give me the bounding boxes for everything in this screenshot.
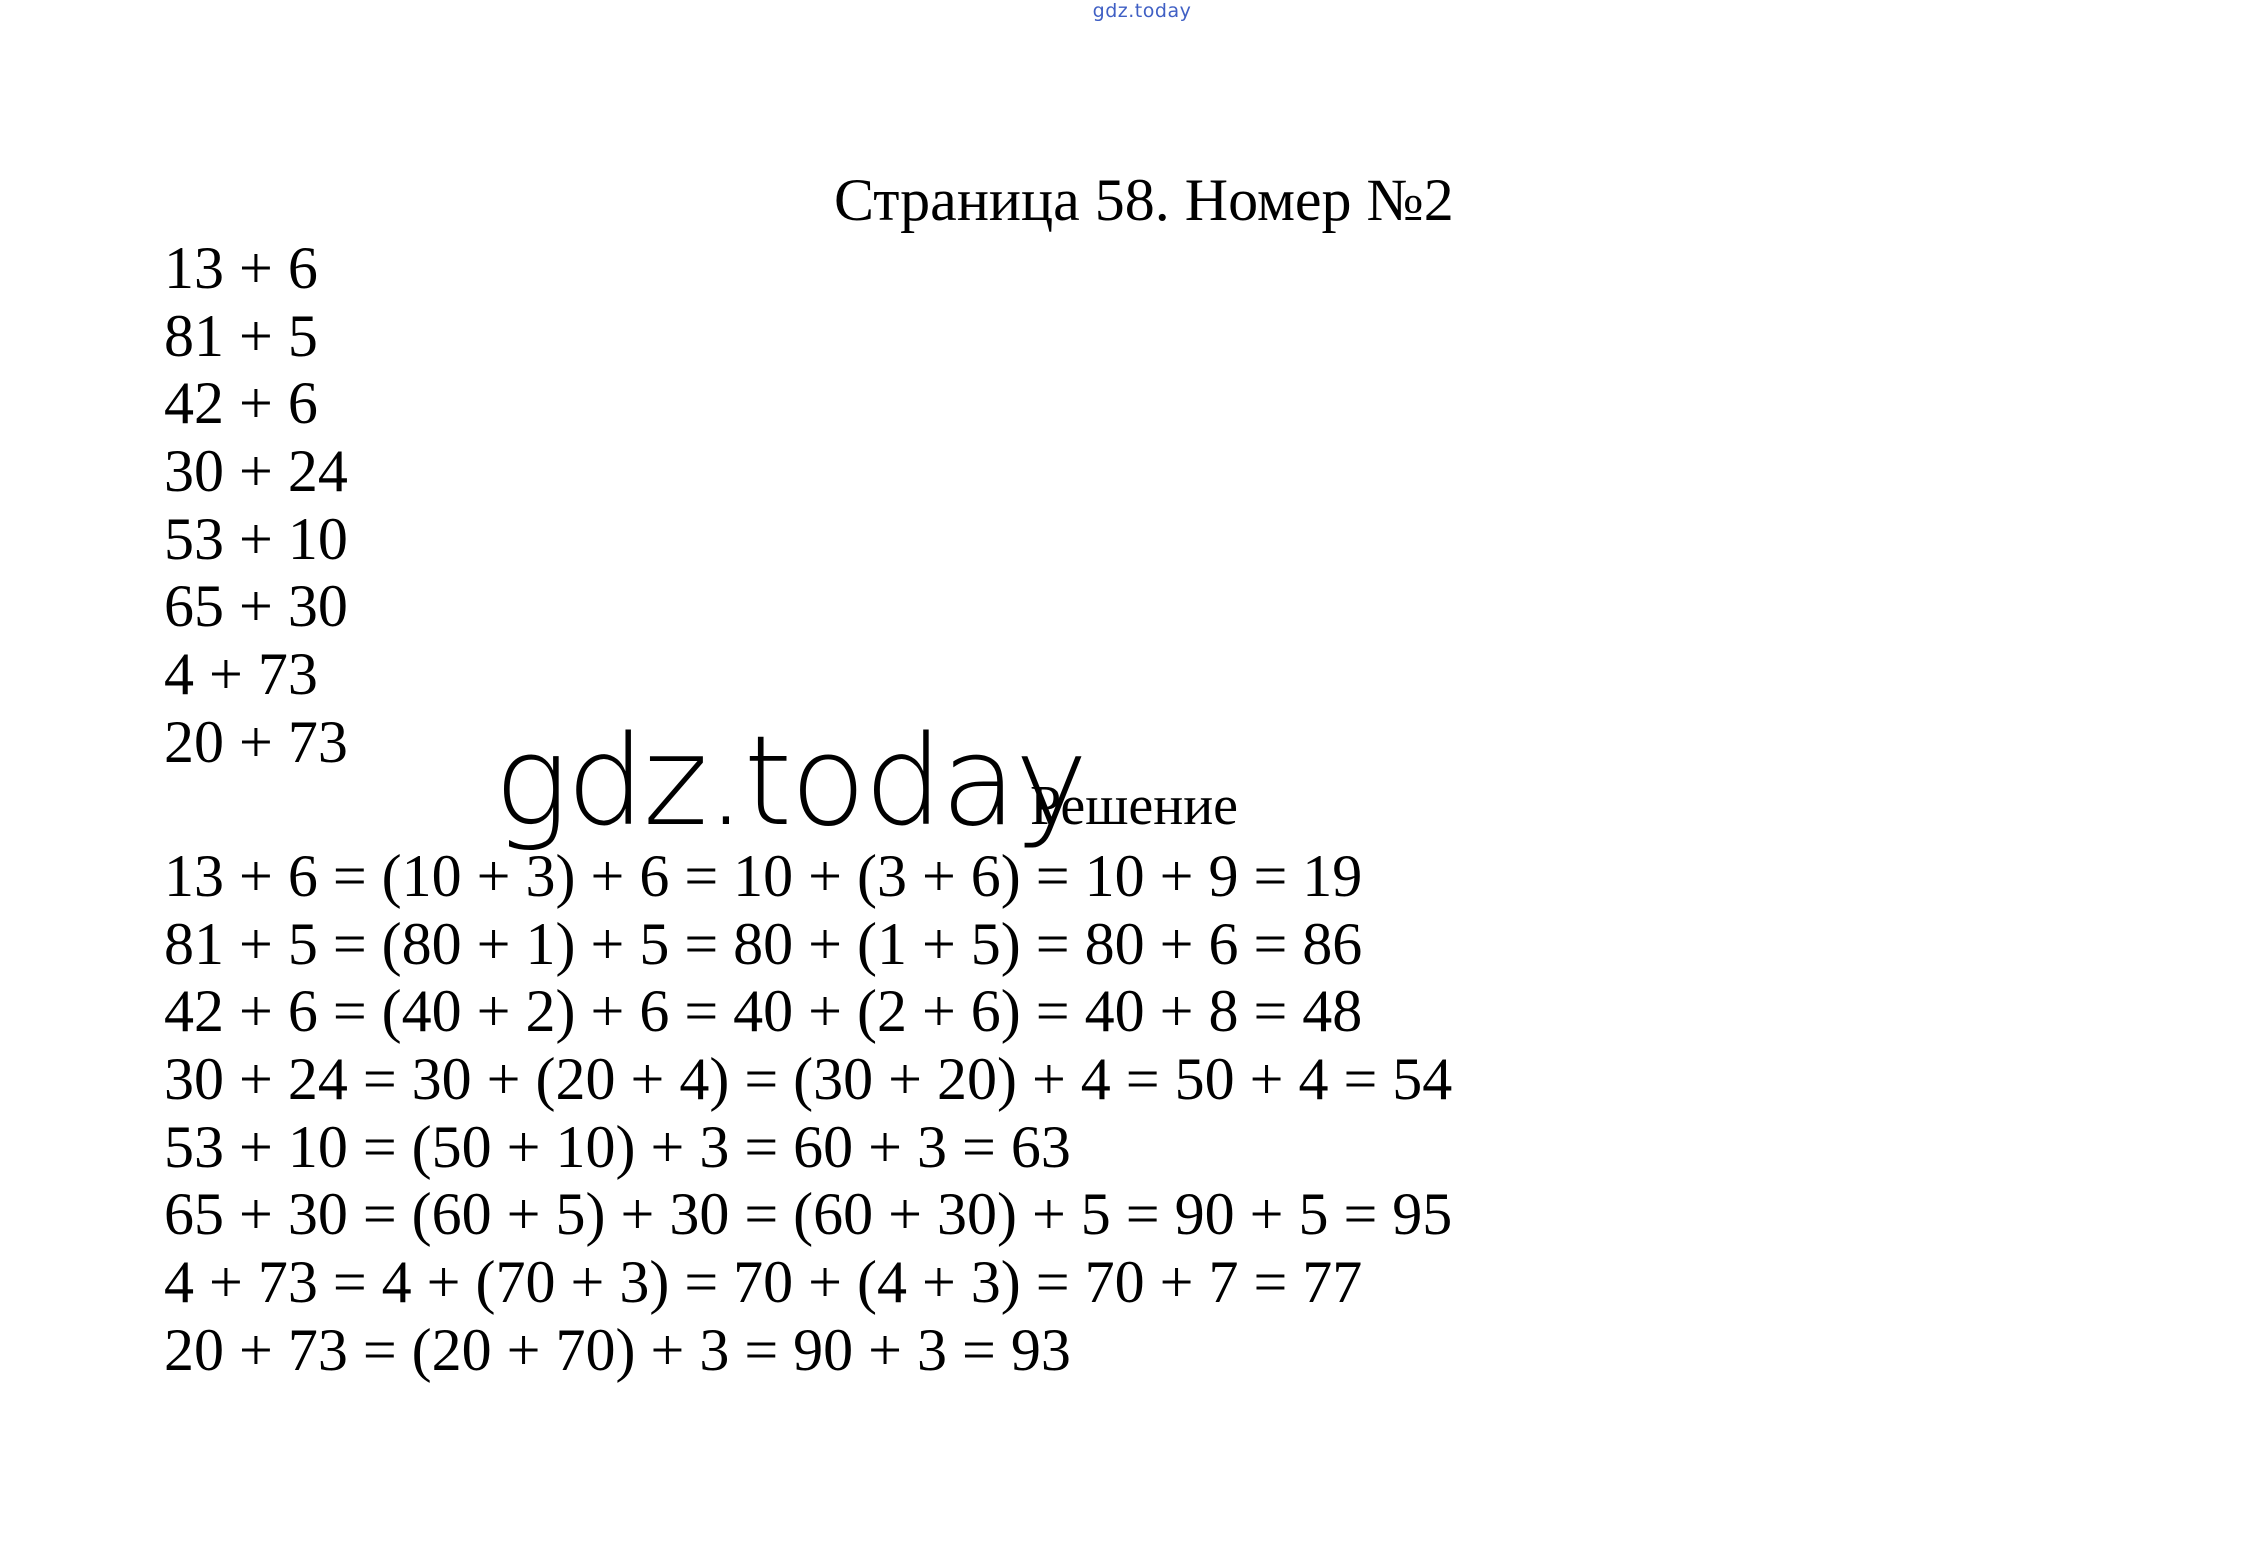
top-watermark: gdz.today xyxy=(1092,0,1192,22)
solution-line: 81 + 5 = (80 + 1) + 5 = 80 + (1 + 5) = 80 + 6 = 86 xyxy=(164,911,1363,977)
solution-line: 20 + 73 = (20 + 70) + 3 = 90 + 3 = 93 xyxy=(164,1317,1071,1383)
site-watermark: gdz.today xyxy=(494,710,1087,854)
exercise-line: 53 + 10 xyxy=(164,506,348,572)
exercise-line: 81 + 5 xyxy=(164,303,318,369)
exercise-line: 20 + 73 xyxy=(164,709,348,775)
exercise-line: 30 + 24 xyxy=(164,438,348,504)
exercise-line: 42 + 6 xyxy=(164,370,318,436)
solution-line: 4 + 73 = 4 + (70 + 3) = 70 + (4 + 3) = 70 + 7 = 77 xyxy=(164,1249,1363,1315)
exercise-line: 13 + 6 xyxy=(164,235,318,301)
solution-line: 65 + 30 = (60 + 5) + 30 = (60 + 30) + 5 = 90 + 5 = 95 xyxy=(164,1181,1453,1247)
solution-line: 30 + 24 = 30 + (20 + 4) = (30 + 20) + 4 = 50 + 4 = 54 xyxy=(164,1046,1453,1112)
solution-line: 53 + 10 = (50 + 10) + 3 = 60 + 3 = 63 xyxy=(164,1114,1071,1180)
exercise-line: 4 + 73 xyxy=(164,641,318,707)
exercise-line: 65 + 30 xyxy=(164,573,348,639)
solution-line: 42 + 6 = (40 + 2) + 6 = 40 + (2 + 6) = 40 + 8 = 48 xyxy=(164,978,1363,1044)
page-title: Страница 58. Номер №2 xyxy=(834,167,1454,233)
solution-line: 13 + 6 = (10 + 3) + 6 = 10 + (3 + 6) = 10 + 9 = 19 xyxy=(164,843,1363,909)
solution-heading: Решение xyxy=(1030,775,1239,837)
